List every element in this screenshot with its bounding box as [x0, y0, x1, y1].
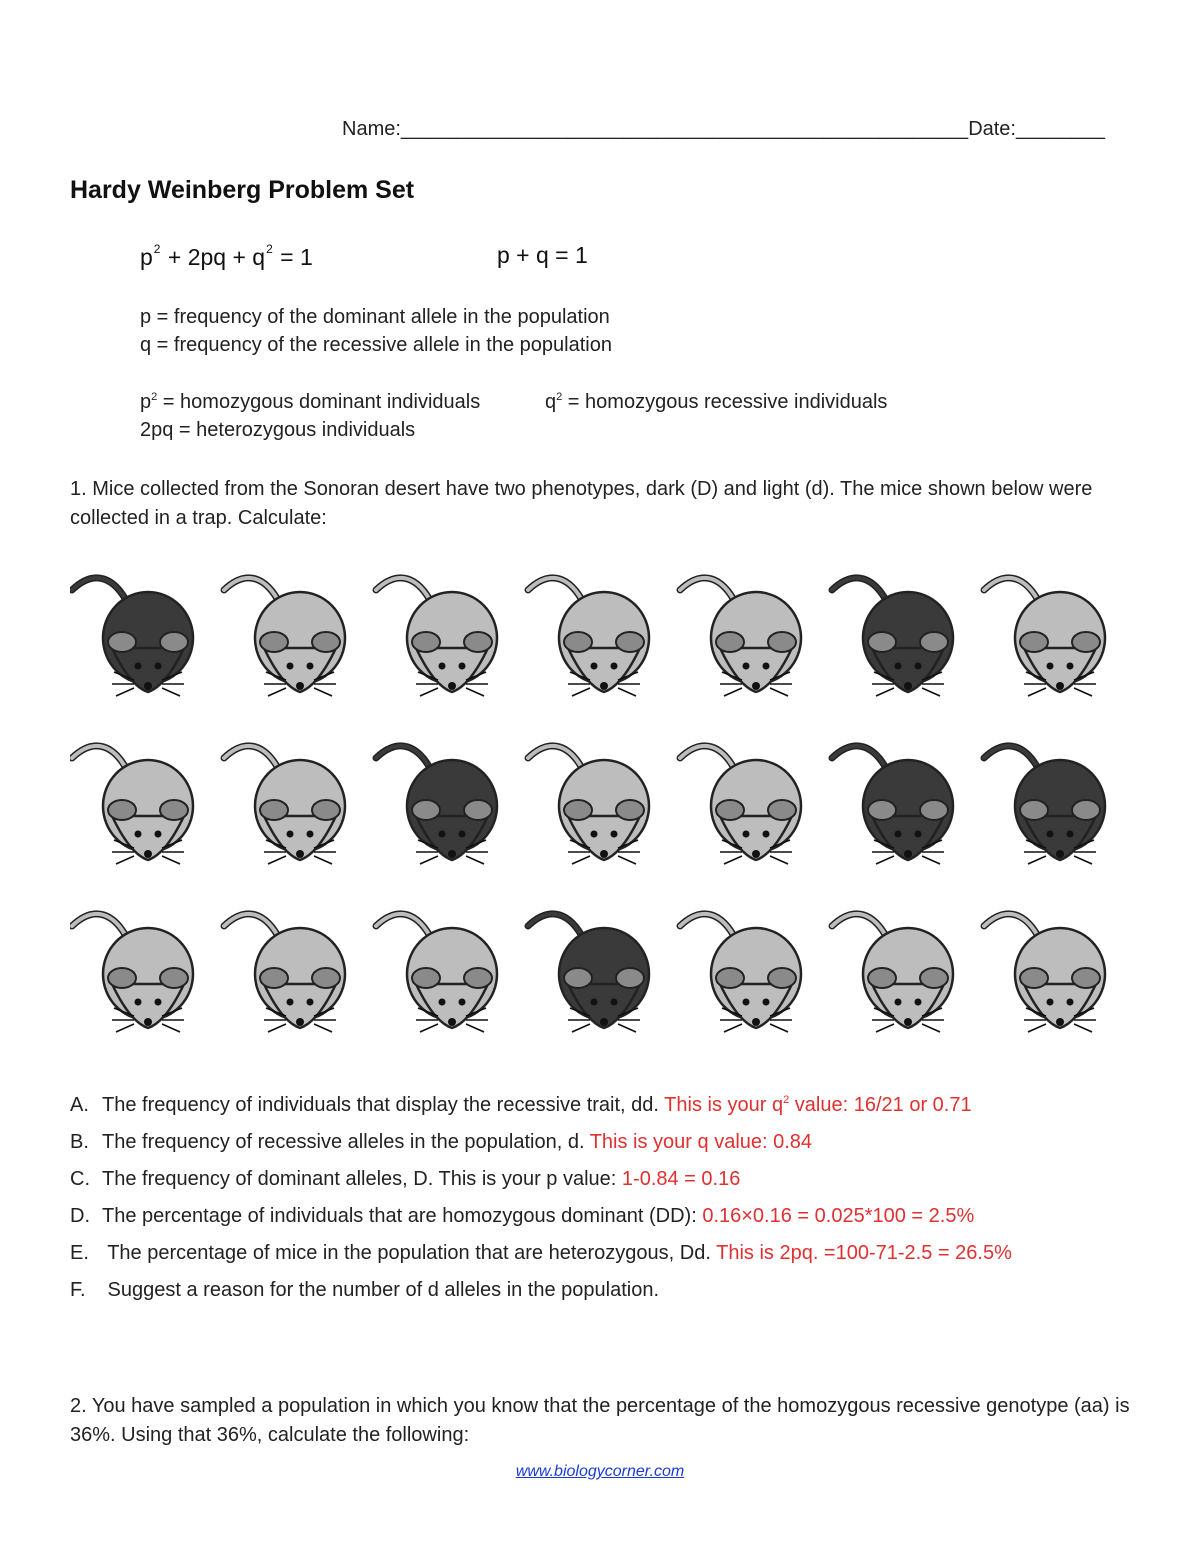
formula-allele-sum: p + q = 1 — [497, 242, 588, 268]
q-definition: q = frequency of the recessive allele in the population — [140, 334, 612, 356]
date-label: Date: — [968, 118, 1016, 140]
name-blank[interactable]: ___________________________________________________ — [400, 118, 969, 140]
question-1b: B. The frequency of recessive alleles in the population, d. This is your q value: 0.84 — [70, 1131, 813, 1153]
p2-definition: $p^2$ = homozygous dominant individuals — [140, 391, 481, 413]
answer-1a: This is your $q^2$ value: 16/21 or 0.71 — [664, 1094, 972, 1116]
answer-1c: 1-0.84 = 0.16 — [621, 1168, 741, 1190]
answer-1e: This is 2pq. =100-71-2.5 = 26.5% — [716, 1242, 1012, 1264]
dark-mouse-icon — [984, 746, 1105, 864]
light-mouse-icon — [72, 746, 193, 864]
question-2-prompt: 2. You have sampled a population in which you know that the percentage of the homozygous recessive genotype (aa) is 36%. Using that 36%, calculate the following: — [70, 1395, 1130, 1446]
question-1f: F. Suggest a reason for the number of d alleles in the population. — [70, 1279, 660, 1301]
light-mouse-icon — [984, 914, 1105, 1032]
question-1e: E. The percentage of mice in the population that are heterozygous, Dd. This is 2pq. =100-71-2.5 = 26.5% — [70, 1242, 1012, 1264]
dark-mouse-icon — [72, 578, 193, 696]
light-mouse-icon — [376, 914, 497, 1032]
question-1a: A. The frequency of individuals that display the recessive trait, dd. This is your $q^2$ value: 16/21 or 0.71 — [70, 1094, 972, 1116]
light-mouse-icon — [224, 746, 345, 864]
dark-mouse-icon — [832, 746, 953, 864]
formula-hardy-weinberg: $p^2 + 2pq + q^2 = 1$ — [140, 242, 313, 270]
light-mouse-icon — [224, 914, 345, 1032]
q2-definition: $q^2$ = homozygous recessive individuals — [545, 391, 888, 413]
light-mouse-icon — [224, 578, 345, 696]
question-1c: C. The frequency of dominant alleles, D. This is your p value: 1-0.84 = 0.16 — [70, 1168, 741, 1190]
dark-mouse-icon — [376, 746, 497, 864]
light-mouse-icon — [680, 914, 801, 1032]
question-1-prompt: 1. Mice collected from the Sonoran desert have two phenotypes, dark (D) and light (d). The mice shown below were collected in a trap. Calculate: — [70, 478, 1093, 529]
p-definition: p = frequency of the dominant allele in the population — [140, 306, 610, 328]
footer-link[interactable]: www.biologycorner.com — [515, 1463, 685, 1480]
answer-1b: This is your q value: 0.84 — [589, 1131, 813, 1153]
header-line — [342, 118, 1105, 141]
name-label: Name: — [342, 118, 401, 140]
date-blank[interactable]: ________ — [1016, 118, 1105, 140]
light-mouse-icon — [680, 746, 801, 864]
light-mouse-icon — [984, 578, 1105, 696]
light-mouse-icon — [680, 578, 801, 696]
2pq-definition: 2pq = heterozygous individuals — [140, 419, 416, 441]
answer-1d: 0.16×0.16 = 0.025*100 = 2.5% — [702, 1205, 975, 1227]
question-1d: D. The percentage of individuals that are homozygous dominant (DD): 0.16×0.16 = 0.025*100 = 2.5% — [70, 1205, 975, 1227]
light-mouse-icon — [528, 578, 649, 696]
light-mouse-icon — [72, 914, 193, 1032]
dark-mouse-icon — [832, 578, 953, 696]
mice-illustration — [70, 568, 1140, 1046]
dark-mouse-icon — [528, 914, 649, 1032]
light-mouse-icon — [832, 914, 953, 1032]
light-mouse-icon — [376, 578, 497, 696]
light-mouse-icon — [528, 746, 649, 864]
page-title: Hardy Weinberg Problem Set — [70, 176, 415, 204]
